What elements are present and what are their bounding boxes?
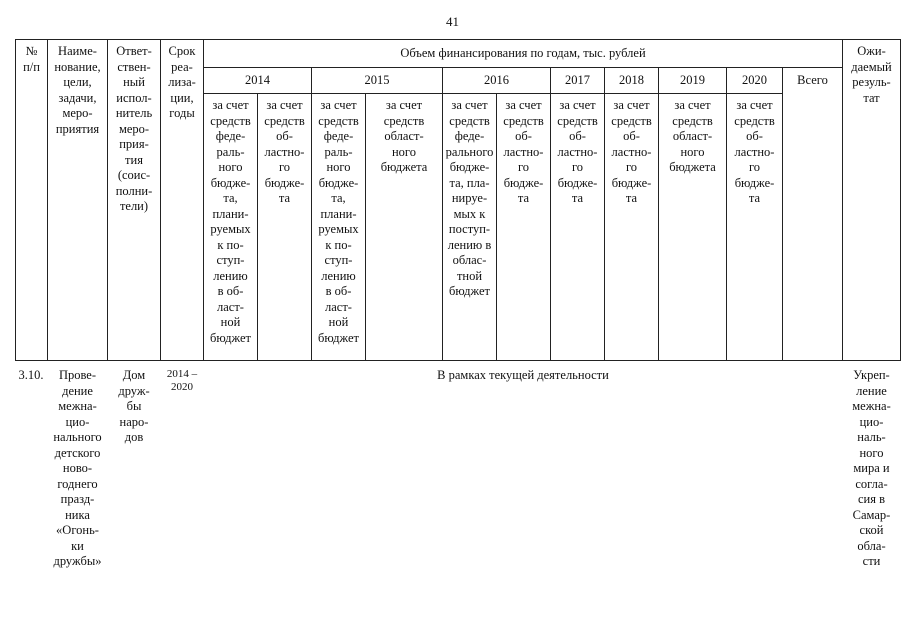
- header-financing-title: Объем финансирования по годам, тыс. рублей: [204, 40, 843, 68]
- row-period: 2014 – 2020: [166, 368, 198, 393]
- row-name: Прове- дение межна- цио- нального детского ново- годнего празд- ника «Огонь- ки дружбы»: [53, 368, 102, 568]
- header-number: № п/п: [16, 40, 48, 361]
- sub-2018: за счет средств об- ластно- го бюдже- та: [605, 94, 659, 361]
- sub-2015-federal: за счет средств феде- раль- ного бюдже- та, плани- руемых к по- ступ- лению в об- ласт- ной бюджет: [312, 94, 366, 361]
- header-total: Всего: [783, 68, 843, 361]
- year-2015: 2015: [312, 68, 443, 94]
- table-row: [16, 361, 901, 604]
- row-number: 3.10.: [18, 368, 44, 382]
- sub-2016-regional: за счет средств об- ластно- го бюдже- та: [497, 94, 551, 361]
- row-result: Укреп- ление межна- цио- наль- ного мира и согла- сия в Самар- ской обла- сти: [852, 368, 891, 568]
- year-2019: 2019: [659, 68, 727, 94]
- year-2017: 2017: [551, 68, 605, 94]
- financing-table: [15, 39, 901, 603]
- sub-2016-federal: за счет средств феде- рального бюдже- та, пла- нируе- мых к поступ- лению в облас- тной бюджет: [443, 94, 497, 361]
- year-2018: 2018: [605, 68, 659, 94]
- year-2020: 2020: [727, 68, 783, 94]
- header-executor: Ответ- ствен- ный испол- нитель меро- прия- тия (соис- полни- тели): [108, 40, 161, 361]
- row-note: В рамках текущей деятельности: [437, 368, 609, 382]
- sub-2019: за счет средств област- ного бюджета: [659, 94, 727, 361]
- page-number: 41: [446, 14, 459, 29]
- header-result: Ожи- даемый резуль- тат: [843, 40, 901, 361]
- year-2016: 2016: [443, 68, 551, 94]
- sub-2017: за счет средств об- ластно- го бюдже- та: [551, 94, 605, 361]
- header-period: Срок реа- лиза- ции, годы: [161, 40, 204, 361]
- header-name: Наиме- нование, цели, задачи, меро- приятия: [48, 40, 108, 361]
- sub-2014-federal: за счет средств феде- раль- ного бюдже- та, плани- руемых к по- ступ- лению в об- ласт- ной бюджет: [204, 94, 258, 361]
- year-2014: 2014: [204, 68, 312, 94]
- sub-2015-regional: за счет средств област- ного бюджета: [366, 94, 443, 361]
- sub-2020: за счет средств об- ластно- го бюдже- та: [727, 94, 783, 361]
- row-executor: Дом друж- бы наро- дов: [118, 368, 150, 444]
- sub-2014-regional: за счет средств об- ластно- го бюдже- та: [258, 94, 312, 361]
